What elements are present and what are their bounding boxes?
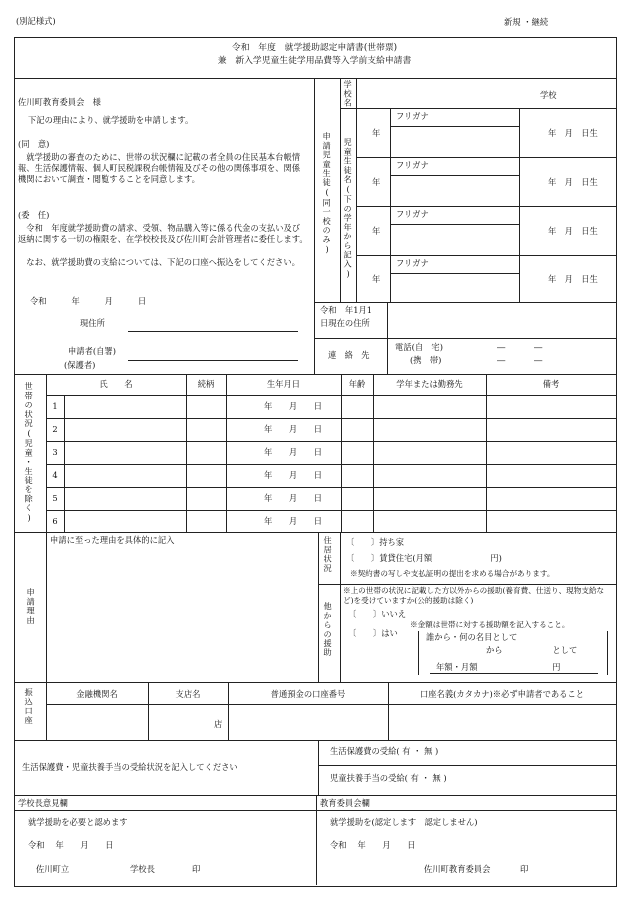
new-continue-label: 新規 ・継続 [504, 17, 549, 27]
principal-school: 佐川町立 [36, 864, 70, 874]
delegation-text-2: なお、就学援助費の支給については、下記の口座へ振込をしてください。 [18, 257, 300, 267]
aid-yes-option[interactable]: 〔 〕はい [348, 628, 398, 638]
aid-amount-note: ※金額は世帯に対する援助額を記入すること。 [410, 620, 570, 629]
welfare-receipt[interactable]: 生活保護費の受給( 有 ・ 無 ) [330, 746, 439, 756]
household-header-name: 氏 名 [99, 379, 133, 389]
consent-heading: (同 意) [18, 139, 50, 149]
rented-house-option[interactable]: 〔 〕賃貸住宅(月額 円) [346, 553, 502, 563]
board-seal: 印 [520, 864, 529, 874]
principal-seal: 印 [192, 864, 201, 874]
applicant-signature-field[interactable] [128, 360, 298, 361]
child-allowance-receipt[interactable]: 児童扶養手当の受給( 有 ・ 無 ) [330, 773, 447, 783]
aid-from-whom: 誰から・何の名目として [426, 632, 518, 642]
child-furigana-3: フリガナ [396, 209, 429, 219]
contact-label: 連 絡 先 [328, 350, 370, 360]
address-label: 現住所 [80, 318, 105, 328]
phone-home-dash-2: ― [534, 342, 543, 352]
guardian-label: (保護者) [64, 360, 96, 370]
address-field[interactable] [128, 331, 298, 332]
child-furigana-1: フリガナ [396, 111, 429, 121]
phone-mobile-dash-2: ― [534, 355, 543, 365]
child-furigana-2: フリガナ [396, 160, 429, 170]
contract-note: ※契約書の写しや支払証明の提出を求める場合があります。 [350, 569, 555, 578]
reason-side-label: 申請理由 [26, 588, 37, 625]
household-dob-5: 年 月 日 [264, 493, 323, 503]
consent-text: 就学援助の審査のために、世帯の状況欄に記載の者全員の住民基本台帳情報、生活保護情報、個人町民税課税台帳情報及びその他の関係事項を、関係機関において調査・閲覧することを同意します。 [18, 152, 301, 185]
reason-instruction: 申請に至った理由を具体的に記入 [50, 535, 175, 545]
bank-header-holder: 口座名義(カタカナ)※必ず申請者であること [419, 689, 585, 699]
board-org: 佐川町教育委員会 [424, 864, 491, 874]
principal-text: 就学援助を必要と認めます [28, 817, 128, 827]
addressee: 佐川町教育委員会 様 [18, 97, 101, 107]
household-row-num-3: 3 [52, 447, 58, 457]
child-dob-2: 年 月 日生 [548, 177, 598, 187]
household-row-num-2: 2 [52, 424, 58, 434]
intro-text: 下記の理由により、就学援助を申請します。 [28, 115, 194, 125]
form-label: (別記様式) [16, 16, 56, 26]
principal-box-title: 学校長意見欄 [18, 798, 68, 808]
board-box-title: 教育委員会欄 [320, 798, 370, 808]
principal-label: 学校長 [130, 864, 155, 874]
aid-question: ※上の世帯の状況に記載した方以外からの援助(養育費、仕送り、現物支給など)を受けていますか(公的援助は除く) [343, 586, 605, 606]
household-header-age: 年齢 [348, 379, 366, 389]
household-header-notes: 備考 [542, 379, 560, 389]
phone-home-dash-1: ― [497, 342, 506, 352]
aid-amount-line: 年額・月額 円 [436, 662, 561, 672]
application-date: 令和 年 月 日 [30, 296, 147, 306]
household-row-num-1: 1 [52, 401, 58, 411]
child-furigana-4: フリガナ [396, 258, 429, 268]
phone-mobile-dash-1: ― [497, 355, 506, 365]
household-header-relation: 続柄 [197, 379, 215, 389]
principal-date: 令和 年 月 日 [28, 840, 114, 850]
school-name-label: 学校名 [343, 80, 354, 108]
aid-from-line: から として [486, 645, 578, 655]
bank-branch-suffix: 店 [214, 719, 223, 729]
bank-header-branch: 支店名 [175, 689, 201, 699]
household-dob-4: 年 月 日 [264, 470, 323, 480]
child-dob-3: 年 月 日生 [548, 226, 598, 236]
household-dob-2: 年 月 日 [264, 424, 323, 434]
owned-house-option[interactable]: 〔 〕持ち家 [346, 537, 405, 547]
aid-no-option[interactable]: 〔 〕いいえ [348, 609, 407, 619]
welfare-instruction: 生活保護費・児童扶養手当の受給状況を記入してください [22, 762, 238, 772]
bank-header-account: 普通預金の口座番号 [270, 689, 346, 699]
bank-header-institution: 金融機関名 [76, 689, 118, 699]
delegation-heading: (委 任) [18, 210, 50, 220]
household-header-dob: 生年月日 [266, 379, 301, 389]
child-grade-1: 年 [372, 128, 381, 138]
residence-label-line1: 令和 年1月1 [320, 305, 373, 315]
form-title-line1: 令和 年度 就学援助認定申請書(世帯票) [231, 43, 398, 53]
applicant-child-label: 申請児童生徒(同一校のみ) [322, 132, 333, 256]
delegation-text-1: 令和 年度就学援助費の請求、受領、物品購入等に係る代金の支払い及び返納に関する一切の権限を、在学校校長及び佐川町会計管理者に委任します。 [18, 223, 308, 245]
household-dob-1: 年 月 日 [264, 401, 323, 411]
child-grade-4: 年 [372, 274, 381, 284]
form-title-line2: 兼 新入学児童生徒学用品費等入学前支給申請書 [217, 56, 412, 66]
residence-status-label: 住居状況 [323, 536, 334, 573]
board-date: 令和 年 月 日 [330, 840, 416, 850]
other-aid-label: 他からの援助 [323, 602, 334, 658]
child-grade-2: 年 [372, 177, 381, 187]
household-dob-3: 年 月 日 [264, 447, 323, 457]
residence-label-line2: 日現在の住所 [320, 318, 370, 328]
household-dob-6: 年 月 日 [264, 516, 323, 526]
household-row-num-4: 4 [52, 470, 58, 480]
board-text: 就学援助を(認定します 認定しません) [330, 817, 478, 827]
phone-mobile-label: (携 帯) [410, 355, 442, 365]
school-suffix: 学校 [540, 90, 557, 100]
household-side-label: 世帯の状況(児童・生徒を除く) [24, 382, 35, 524]
child-dob-4: 年 月 日生 [548, 274, 598, 284]
household-header-work: 学年または勤務先 [396, 379, 463, 389]
applicant-label: 申請者(自署) [68, 346, 116, 356]
phone-home-label: 電話(自 宅) [395, 342, 443, 352]
child-dob-1: 年 月 日生 [548, 128, 598, 138]
household-row-num-6: 6 [52, 516, 58, 526]
child-grade-3: 年 [372, 226, 381, 236]
child-name-label: 児童生徒名(下の学年から記入) [343, 138, 354, 280]
household-row-num-5: 5 [52, 493, 58, 503]
bank-side-label: 振込口座 [24, 688, 35, 725]
